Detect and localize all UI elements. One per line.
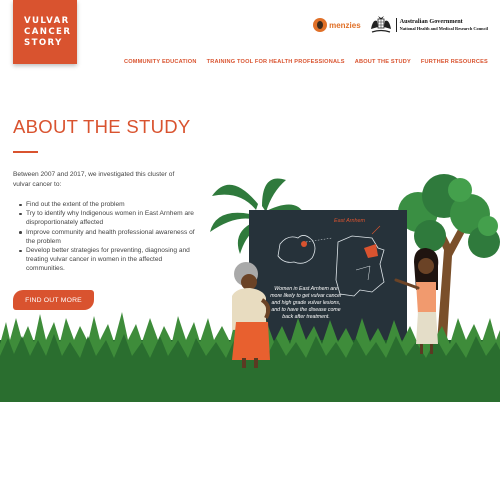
- menzies-mark-icon: [313, 18, 327, 32]
- menzies-logo[interactable]: [313, 18, 361, 32]
- logo-line-3: STORY: [24, 37, 63, 48]
- list-item: Find out the extent of the problem: [18, 200, 196, 209]
- partner-logos: [313, 14, 488, 36]
- main-nav: [124, 59, 488, 65]
- gov-title: Australian Government: [399, 18, 463, 25]
- nav-community-education[interactable]: COMMUNITY EDUCATION: [124, 59, 197, 65]
- objectives-list: [18, 200, 196, 274]
- list-item: Try to identify why Indigenous women in East Arnhem are disproportionately affected: [18, 209, 196, 227]
- page-title: ABOUT THE STUDY: [13, 116, 191, 137]
- board-text: Women in East Arnhem are more likely to get vulvar cancer and high grade vulvar lesions, and to have the disease come back after treatment.: [270, 286, 342, 320]
- logo-line-1: VULVAR: [24, 15, 70, 26]
- coat-of-arms-icon: [369, 15, 393, 35]
- logo-line-2: CANCER: [24, 26, 72, 37]
- tree-right: [398, 174, 500, 356]
- nav-training-tool[interactable]: TRAINING TOOL FOR HEALTH PROFESSIONALS: [206, 59, 345, 65]
- nav-further-resources[interactable]: FURTHER RESOURCES: [420, 59, 488, 65]
- title-underline: [13, 151, 38, 153]
- find-out-more-button[interactable]: FIND OUT MORE: [13, 290, 94, 310]
- government-logo[interactable]: [369, 15, 488, 35]
- menzies-text: menzies: [329, 20, 361, 30]
- site-logo[interactable]: [13, 0, 77, 64]
- intro-text: Between 2007 and 2017, we investigated this cluster of vulvar cancer to:: [13, 171, 175, 188]
- nav-about-the-study[interactable]: ABOUT THE STUDY: [354, 59, 411, 65]
- list-item: Develop better strategies for preventing, diagnosing and treating vulvar cancer in women in the affected communities.: [18, 246, 196, 274]
- board-map-label: East Arnhem: [334, 218, 365, 224]
- gov-subtitle: National Health and Medical Research Council: [399, 26, 488, 31]
- list-item: Improve community and health professional awareness of the problem: [18, 228, 196, 246]
